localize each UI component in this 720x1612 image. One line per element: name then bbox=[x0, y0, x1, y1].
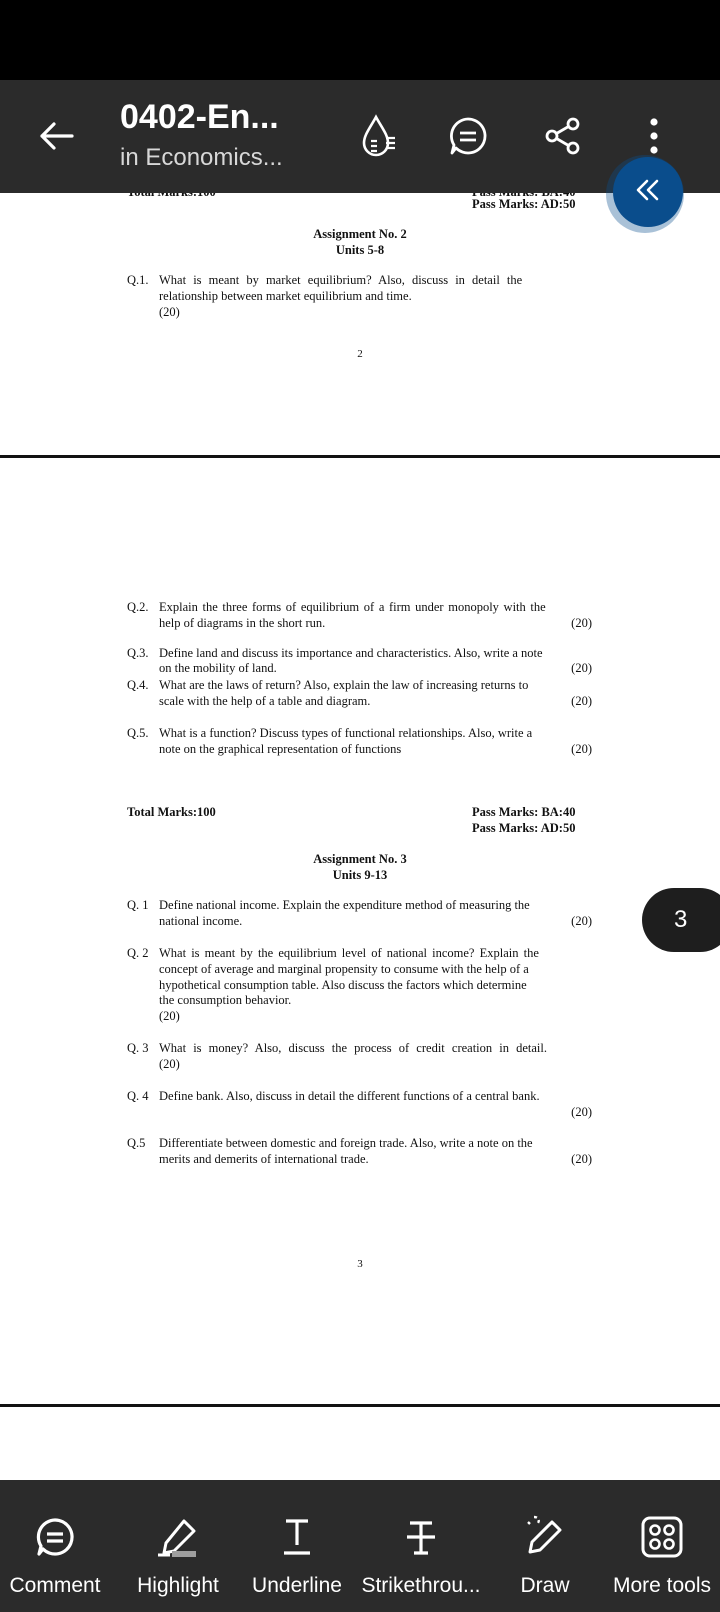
q1-number: Q.1. bbox=[127, 273, 149, 287]
comment-icon[interactable] bbox=[440, 108, 496, 164]
status-bar bbox=[0, 0, 720, 80]
q3-line1: Define land and discuss its importance and characteristics. Also, write a note bbox=[159, 646, 543, 660]
q3-line2: on the mobility of land. bbox=[159, 661, 277, 675]
more-tools-icon bbox=[640, 1502, 684, 1572]
double-chevron-left-icon bbox=[635, 178, 661, 207]
q5-marks: (20) bbox=[571, 742, 592, 756]
tool-draw-label: Draw bbox=[520, 1574, 570, 1597]
tool-strikethrough[interactable] bbox=[362, 1480, 480, 1612]
assignment-3-title: Assignment No. 3 bbox=[313, 852, 407, 866]
share-icon[interactable] bbox=[535, 108, 591, 164]
a3-q5-number: Q.5 bbox=[127, 1136, 146, 1150]
tool-underline[interactable] bbox=[246, 1480, 348, 1612]
total-marks: Total Marks:100 bbox=[127, 805, 216, 819]
back-arrow-icon[interactable] bbox=[28, 108, 84, 164]
tool-highlight[interactable] bbox=[128, 1480, 228, 1612]
a3-q2-line2: concept of average and marginal propensity to consume with the help of a bbox=[159, 962, 529, 976]
a3-q2-line1: What is meant by the equilibrium level of national income? Explain the bbox=[159, 946, 539, 960]
tool-draw[interactable] bbox=[500, 1480, 590, 1612]
a3-q5-line1: Differentiate between domestic and foreign trade. Also, write a note on the bbox=[159, 1136, 533, 1150]
q5-line1: What is a function? Discuss types of functional relationships. Also, write a bbox=[159, 726, 533, 740]
highlight-icon bbox=[154, 1502, 202, 1572]
assignment-2-title: Assignment No. 2 bbox=[313, 227, 407, 241]
tool-comment[interactable] bbox=[0, 1480, 110, 1612]
q1-line2: relationship between market equilibrium and time. bbox=[159, 289, 412, 303]
a3-q1-line1: Define national income. Explain the expenditure method of measuring the bbox=[159, 898, 530, 912]
q1-marks: (20) bbox=[159, 305, 180, 319]
liquid-mode-icon[interactable] bbox=[350, 108, 406, 164]
q2-line1: Explain the three forms of equilibrium of a firm under monopoly with the bbox=[159, 600, 546, 614]
document-subtitle: in Economics... bbox=[120, 144, 283, 171]
a3-q1-marks: (20) bbox=[571, 914, 592, 928]
strikethrough-icon bbox=[404, 1502, 438, 1572]
a3-q3-marks: (20) bbox=[159, 1057, 180, 1071]
q4-line2: scale with the help of a table and diagram. bbox=[159, 694, 371, 708]
tool-comment-label: Comment bbox=[9, 1574, 101, 1597]
q2-marks: (20) bbox=[571, 616, 592, 630]
a3-q2-line4: the consumption behavior. bbox=[159, 993, 292, 1007]
a3-q2-line3: hypothetical consumption table. Also discuss the factors which determine bbox=[159, 978, 527, 992]
draw-icon bbox=[522, 1502, 568, 1572]
q4-number: Q.4. bbox=[127, 678, 149, 692]
assignment-2-units: Units 5-8 bbox=[335, 243, 385, 257]
document-title[interactable]: 0402-En... bbox=[120, 98, 279, 136]
pass-marks-ad: Pass Marks: AD:50 bbox=[472, 197, 576, 211]
q1-line1: What is meant by market equilibrium? Also, discuss in detail the bbox=[159, 273, 523, 287]
a3-q5-marks: (20) bbox=[571, 1152, 592, 1166]
a3-q4-line1: Define bank. Also, discuss in detail the different functions of a central bank. bbox=[159, 1089, 540, 1103]
page-number-badge-text: 3 bbox=[674, 906, 688, 933]
a3-q2-number: Q. 2 bbox=[127, 946, 149, 960]
a3-q4-number: Q. 4 bbox=[127, 1089, 149, 1103]
a3-q2-marks: (20) bbox=[159, 1009, 180, 1023]
a3-q3-number: Q. 3 bbox=[127, 1041, 149, 1055]
a3-q4-marks: (20) bbox=[571, 1105, 592, 1119]
q2-number: Q.2. bbox=[127, 600, 149, 614]
a3-q3-line1: What is money? Also, discuss the process of credit creation in detail. bbox=[159, 1041, 548, 1055]
q4-marks: (20) bbox=[571, 694, 592, 708]
tool-highlight-label: Highlight bbox=[137, 1574, 219, 1597]
a3-q1-number: Q. 1 bbox=[127, 898, 149, 912]
q3-marks: (20) bbox=[571, 661, 592, 675]
bottom-toolbar bbox=[0, 1480, 720, 1612]
q4-line1: What are the laws of return? Also, explain the law of increasing returns to bbox=[159, 678, 529, 692]
tool-underline-label: Underline bbox=[252, 1574, 342, 1597]
page-separator bbox=[0, 455, 720, 458]
tool-more-tools-label: More tools bbox=[612, 1574, 712, 1597]
a3-q1-line2: national income. bbox=[159, 914, 243, 928]
page-number-3: 3 bbox=[357, 1258, 363, 1270]
pass-marks-ba: Pass Marks: BA:40 bbox=[472, 805, 576, 819]
q3-number: Q.3. bbox=[127, 646, 149, 660]
page-number-badge[interactable] bbox=[642, 888, 720, 952]
comment-icon bbox=[34, 1502, 76, 1572]
tool-more-tools[interactable] bbox=[610, 1480, 714, 1612]
pass-marks-ad-2: Pass Marks: AD:50 bbox=[472, 821, 576, 835]
q2-line2: help of diagrams in the short run. bbox=[159, 616, 326, 630]
a3-q5-line2: merits and demerits of international trade. bbox=[159, 1152, 369, 1166]
collapse-toolbar-button[interactable] bbox=[613, 157, 683, 227]
q5-line2: note on the graphical representation of functions bbox=[159, 742, 402, 756]
underline-icon bbox=[280, 1502, 314, 1572]
assignment-3-units: Units 9-13 bbox=[332, 868, 388, 882]
tool-strikethrough-label: Strikethrou... bbox=[361, 1574, 481, 1597]
page-separator bbox=[0, 1404, 720, 1407]
q5-number: Q.5. bbox=[127, 726, 149, 740]
page-number-2: 2 bbox=[357, 348, 363, 360]
document-viewer[interactable] bbox=[0, 80, 720, 1480]
